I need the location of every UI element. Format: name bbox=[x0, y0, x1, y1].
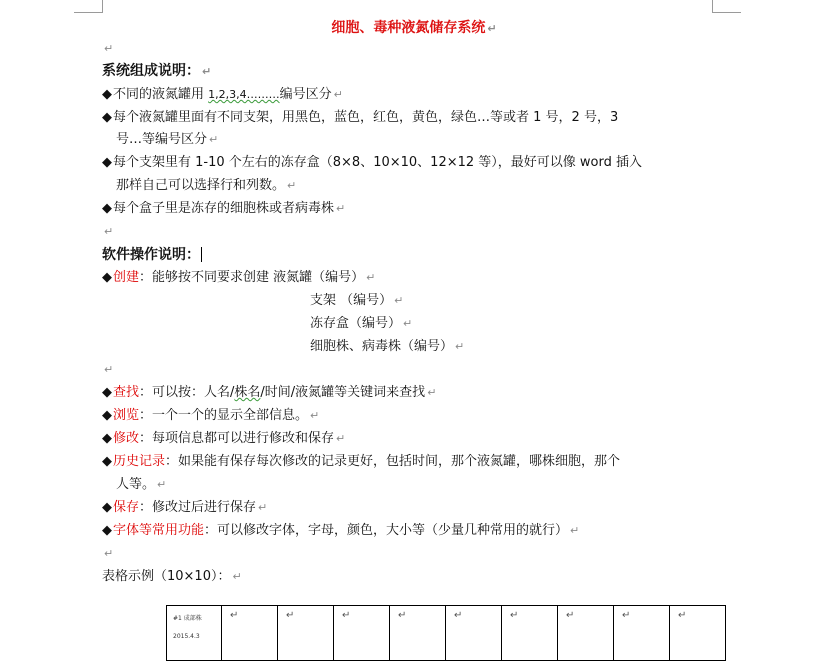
list-item-search: ◆查找：可以按：人名/株名/时间/液氮罐等关键词来查找 ↵ bbox=[102, 385, 437, 400]
list-item: ◆每个支架里有 1-10 个左右的冻存盒（8×8、10×10、12×12 等），最好可以像 word 插入 bbox=[102, 155, 643, 170]
table-cell[interactable]: ↵ bbox=[390, 606, 446, 661]
list-item-history: ◆历史记录：如果能有保存每次修改的记录更好，包括时间，那个液氮罐，哪株细胞，那个 bbox=[102, 454, 621, 469]
list-item-continuation: 那样自己可以选择行和列数。 ↵ bbox=[116, 178, 297, 193]
page-corner-top-left bbox=[74, 0, 103, 13]
empty-paragraph: ↵ bbox=[104, 42, 114, 55]
example-table bbox=[166, 605, 726, 661]
bullet-diamond-icon: ◆ bbox=[102, 385, 112, 400]
page-corner-top-right bbox=[712, 0, 741, 13]
list-item-edit: ◆修改：每项信息都可以进行修改和保存 ↵ bbox=[102, 431, 346, 446]
document-title: 细胞、毒种液氮储存系统 ↵ bbox=[331, 20, 497, 36]
table-cell[interactable]: ↵ bbox=[222, 606, 278, 661]
list-item: ◆每个液氮罐里面有不同支架，用黑色，蓝色，红色，黄色，绿色…等或者 1 号，2 号，3 bbox=[102, 110, 619, 125]
bullet-diamond-icon: ◆ bbox=[102, 155, 112, 170]
create-item: 支架 （编号） ↵ bbox=[310, 293, 404, 308]
bullet-diamond-icon: ◆ bbox=[102, 523, 112, 538]
bullet-diamond-icon: ◆ bbox=[102, 454, 112, 469]
create-item: 冻存盒（编号） ↵ bbox=[310, 316, 413, 331]
list-item-save: ◆保存：修改过后进行保存 ↵ bbox=[102, 500, 268, 515]
text-cursor bbox=[201, 247, 202, 262]
bullet-diamond-icon: ◆ bbox=[102, 201, 112, 216]
table-cell[interactable]: ↵ bbox=[614, 606, 670, 661]
table-cell[interactable]: ↵ bbox=[502, 606, 558, 661]
paragraph-mark: ↵ bbox=[487, 22, 497, 35]
bullet-diamond-icon: ◆ bbox=[102, 408, 112, 423]
list-item: ◆不同的液氮罐用 1,2,3,4………编号区分 ↵ bbox=[102, 87, 343, 102]
bullet-diamond-icon: ◆ bbox=[102, 87, 112, 102]
table-caption: 表格示例（10×10）： ↵ bbox=[102, 569, 242, 584]
table-cell[interactable]: ↵ bbox=[558, 606, 614, 661]
table-row bbox=[167, 606, 726, 661]
bullet-diamond-icon: ◆ bbox=[102, 110, 112, 125]
table-cell[interactable]: ↵ bbox=[446, 606, 502, 661]
table-cell[interactable]: ↵ bbox=[334, 606, 390, 661]
section-heading-operation: 软件操作说明： bbox=[102, 247, 200, 263]
list-item-browse: ◆浏览：一个一个的显示全部信息。 ↵ bbox=[102, 408, 320, 423]
list-item: ◆每个盒子里是冻存的细胞株或者病毒株 ↵ bbox=[102, 201, 346, 216]
table-cell[interactable]: ↵ bbox=[670, 606, 726, 661]
create-item: 细胞株、病毒株（编号） ↵ bbox=[310, 339, 465, 354]
bullet-diamond-icon: ◆ bbox=[102, 431, 112, 446]
section-heading-system: 系统组成说明： ↵ bbox=[102, 63, 212, 79]
empty-paragraph: ↵ bbox=[104, 225, 114, 238]
table-cell[interactable]: ↵ bbox=[278, 606, 334, 661]
table-cell[interactable]: #1 成部株 2015.4.3 bbox=[167, 606, 222, 661]
list-item-create: ◆创建：能够按不同要求创建 液氮罐（编号） ↵ bbox=[102, 270, 376, 285]
empty-paragraph: ↵ bbox=[104, 547, 114, 560]
list-item-font: ◆字体等常用功能：可以修改字体，字母，颜色，大小等（少量几种常用的就行） ↵ bbox=[102, 523, 580, 538]
bullet-diamond-icon: ◆ bbox=[102, 500, 112, 515]
list-item-continuation: 人等。 ↵ bbox=[116, 477, 167, 492]
empty-paragraph: ↵ bbox=[104, 363, 114, 376]
bullet-diamond-icon: ◆ bbox=[102, 270, 112, 285]
list-item-continuation: 号…等编号区分 ↵ bbox=[116, 132, 219, 147]
